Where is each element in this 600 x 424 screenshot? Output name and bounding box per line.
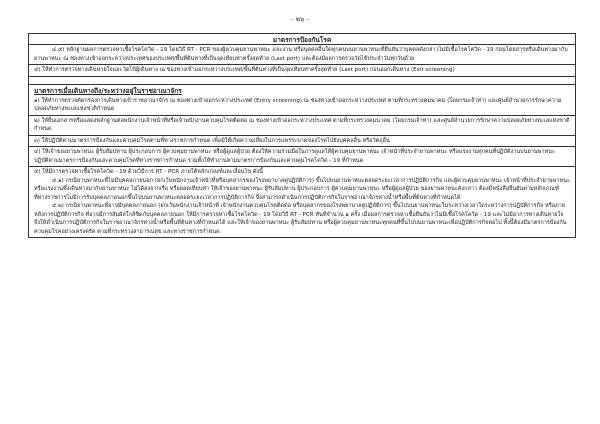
prevention-item-4-5: ๔.๕) หลักฐานผลการตรวจหาเชื้อโรคโควิด - 19 โดยวิธี RT - PCR ของผู้ควบคุมยานพาหนะ และงาน หรือบุคคลอื่นใดทุกคนบนยานพาหนะที่ยืนยันว่าบุคคลดังกล่าวไม่มีเชื้อโรคโควิด - 19 ก่อนโดยสารหรือเดินทางมากับยานพาหนะ ณ ช่องทางเข้าออกระหว่างประเทศของประเทศ/พื้นที่ต้นทางที่เป็นจุดเทียบท่าครั้งสุดท้าย (Last port) และต้องมีผลการตรวจวัดไข้ประจำวันทุกวันด้วย (34, 47, 568, 62)
arrival-item-5-2: ๕.๒) กรณียานพาหนะที่อาจมีบุคคลภายนอก (ยกเว้นพนักงานเจ้าหน้าที่ เจ้าพนักงานควบคุมโรคติดต่อ หรือบุคลากรของโรงพยาบาลคู่ปฏิบัติการ) ขึ้นไปบนยานพาหนะในระหว่างเวลาใดระหว่างการปฏิบัติการกิจ หรือภายหลังการปฏิบัติการกิจ ที่อาจมีการสัมผัสใกล้ชิดกับบุคคลภายนอก ให้มีการตรวจหาเชื้อโรคโควิด - 19 โดยวิธี RT - PCR ทันทีจำนวน ๑ ครั้ง เมื่อผลการตรวจหาเชื้อยืนยันว่าไม่มีเชื้อโรคโควิด - 19 และไม่มีอาการทางเดินหายใจ จึงให้ดำเนินการปฏิบัติการกิจในราชอาณาจักรทางน้ำหรือพื้นที่ต้นทางที่กำหนดได้ และให้เจ้าของยานพาหนะ ผู้รับสัมปทาน หรือผู้ควบคุมยานพาหนะทุกคนที่ขึ้นไปบนยานพาหนะเพื่อปฏิบัติการกิจต่อไป ทั้งนี้ต้องมีมาตรการป้องกันควบคุมโรคอย่างเคร่งครัด ตามที่กระทรวงสาธารณสุข และทางราชการกำหนด (34, 203, 567, 235)
page-number: - ๒๖ - (291, 15, 309, 23)
arrival-item-5-1: ๕.๑) กรณียานพาหนะที่ไม่มีบุคคลภายนอก (ยกเว้นพนักงานเจ้าหน้าที่หรือบุคลากรของโรงพยาบาลคู่ปฏิบัติการ) ขึ้นไปบนยานพาหนะตลอดระยะเวลาการปฏิบัติการกิจ และผู้ควบคุมยานพาหนะ เจ้าหน้าที่ประจำยานพาหนะ หรือแรงงานซึ่งเดินทางมากับยานพาหนะ ไม่ได้ลงจากเรือ หรือยอดเทียบท่า ให้เจ้าของยานพาหนะ ผู้รับสัมปทาน ผู้ประกอบการ ผู้ควบคุมยานพาหนะ หรือผู้ดูแลผู้ป่วย ของยานพาหนะดังกล่าว ต้องมีหนังสือยืนยันตามหลักเกณฑ์ที่ทางราชการไม่มีการรับบุคคลภายนอกขึ้นไปบนยานพาหนะตลอดระยะเวลาการปฏิบัติการกิจ จึงสามารถดำเนินการปฏิบัติการกิจในราชอาณาจักรทางน้ำหรือพื้นที่ต้นทางที่กำหนดได้ (34, 177, 570, 201)
arrival-item-5: ๕) ให้มีการตรวจหาเชื้อโรคโควิด - 19 ด้วยวิธีการ RT - PCR ภายใต้หลักเกณฑ์และเงื่อนไข ดังนี้ (34, 169, 263, 175)
arrival-item-3: ๓) ให้ปฏิบัติตามมาตรการป้องกันและควบคุมโรคตามที่ทางราชการกำหนด เพื่อมิให้เกิดความเสี่ยงในการแพร่ระบาดของโรคไปยังบุคคลอื่น หรือวัตถุอื่น (34, 137, 390, 144)
arrival-item-3-row (29, 136, 575, 148)
arrival-item-4-row (29, 147, 575, 167)
arrival-item-1-row (29, 96, 575, 116)
arrival-item-2: ๒) ให้ยื่นเอกสารหรือแสดงหลักฐานต่อพนักงานเจ้าหน้าที่หรือเจ้าพนักงานควบคุมโรคติดต่อ ณ ช่องทางเข้าออกระหว่างประเทศ ตามที่กระทรวงคมนาคม (โดยกรมเจ้าท่า) และศูนย์อำนวยการรักษาความปลอดภัยทางทะเลแห่งชาติกำหนด (34, 117, 570, 132)
arrival-item-1: ๑) ให้ทำการตรวจคัดกรองการเดินทางเข้าราชอาณาจักร ณ ช่องทางเข้าออกระหว่างประเทศ (Entry screening) ณ ช่องทางเข้าออกระหว่างประเทศ ตามที่กระทรวงคมนาคม (โดยกรมเจ้าท่า) และศูนย์อำนวยการรักษาความปลอดภัยทางทะเลแห่งชาติกำหนด (34, 97, 562, 112)
section-title-arrival: มาตรการเมื่อเดินทางถึง/ระหว่างอยู่ในราชอาณาจักร (34, 86, 182, 95)
measures-table (28, 33, 576, 238)
arrival-section (29, 85, 575, 238)
prevention-item-5-row (29, 65, 575, 77)
prevention-item-4-5-row (29, 45, 575, 65)
prevention-item-5: ๕) ให้ทำการตรวจทางเดินหายใจและวัดไข้ผู้เดินทาง ณ ช่องทางเข้าออกระหว่างประเทศ/พื้นที่ต้นทางที่เป็นจุดเทียบท่าครั้งสุดท้าย (Last port) ก่อนออกเดินทาง (Exit screening) (34, 67, 455, 73)
arrival-item-2-row (29, 116, 575, 136)
section-title-prevention: มาตรการป้องกันโรค (29, 34, 575, 45)
arrival-item-4: ๔) ให้เจ้าของยานพาหนะ ผู้รับสัมปทาน ผู้ประกอบการ ผู้ควบคุมยานพาหนะ หรือผู้ดูแลผู้ป่วย ต้องให้ความร่วมมือในการดูแลให้ผู้ควบคุมยานพาหนะ เจ้าหน้าที่ประจำยานพาหนะ หรือแรงงานทุกคนที่ปฏิบัติงานบนยานพาหนะ ปฏิบัติตามมาตรการป้องกันและควบคุมโรคที่ทางราชการกำหนด รวมทั้งให้ทำงานตามมาตรการป้องกันและควบคุมโรคโควิด - 19 ที่กำหนด (34, 149, 555, 164)
blank-divider-row (29, 77, 575, 85)
arrival-item-5-row (29, 167, 575, 237)
